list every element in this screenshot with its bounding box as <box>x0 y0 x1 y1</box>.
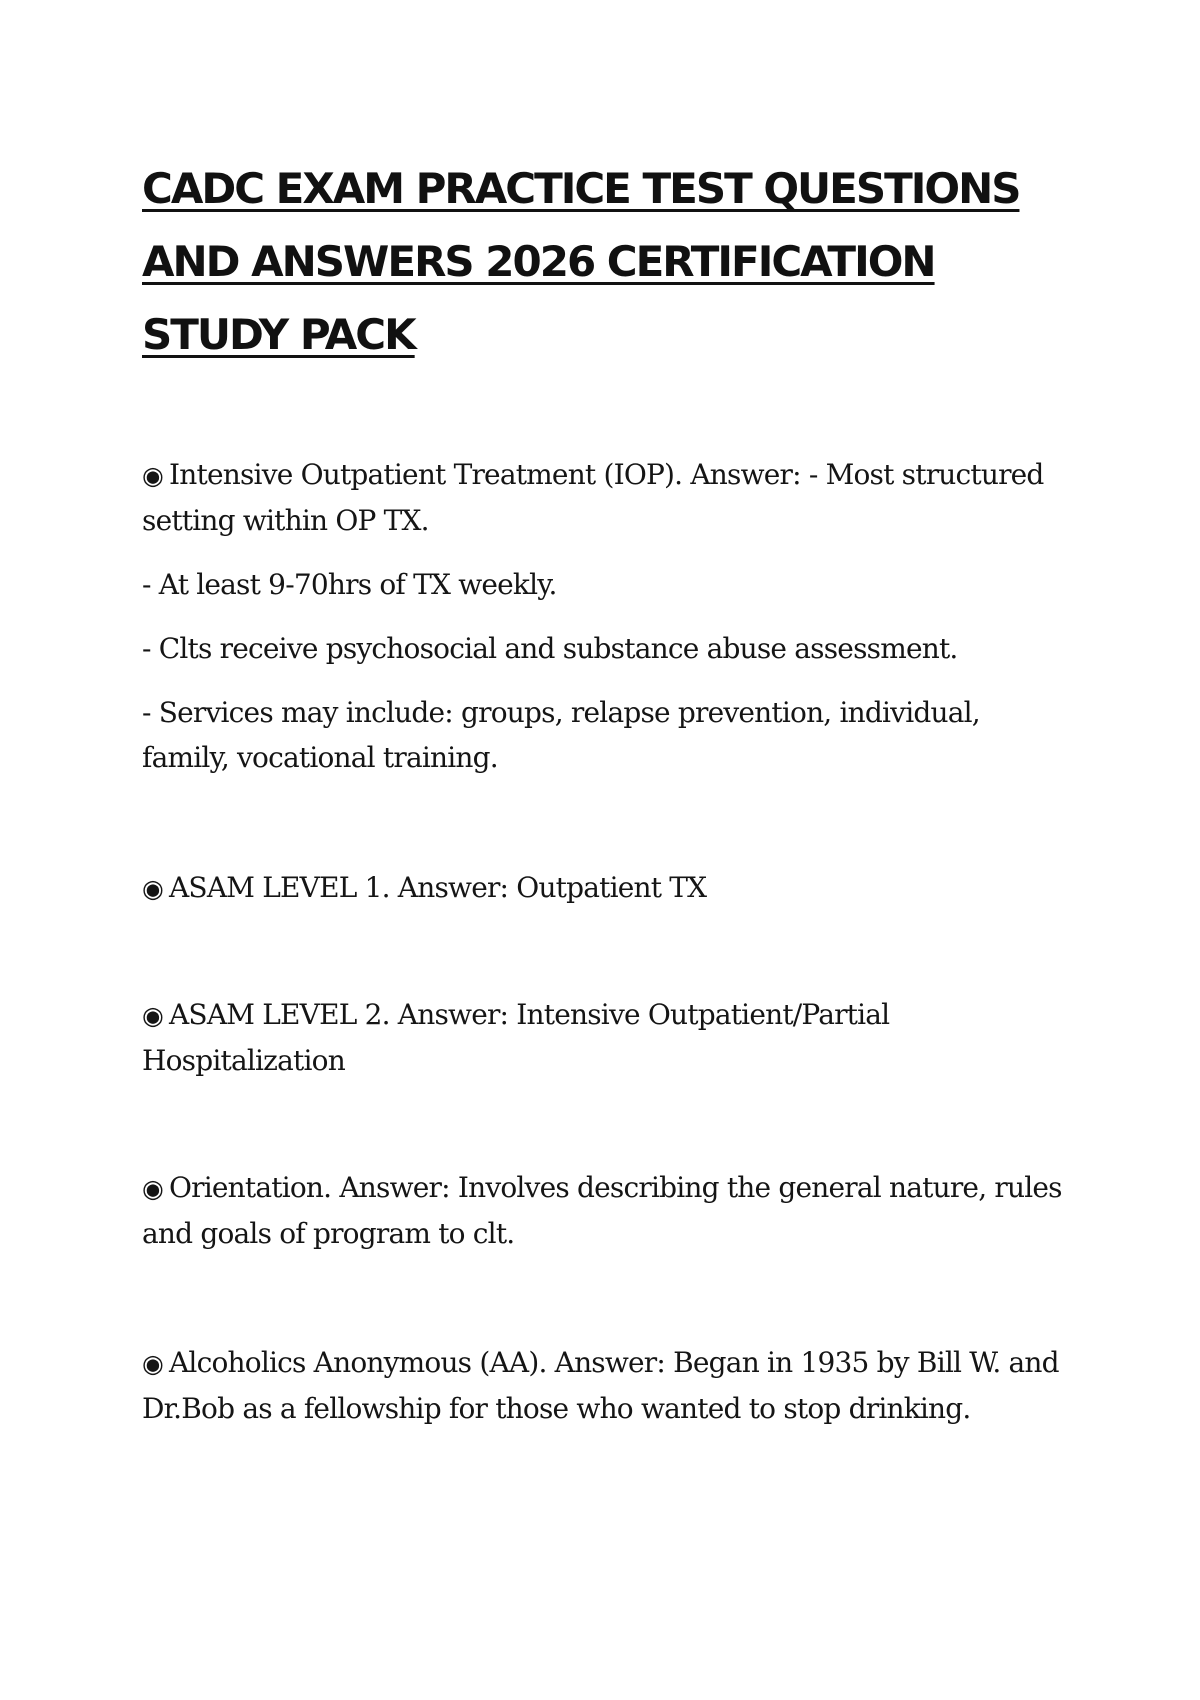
radio-bullet-icon: ◉ <box>142 461 164 490</box>
qa-answer-line: - Clts receive psychosocial and substance abuse assessment. <box>142 632 958 665</box>
qa-question-line <box>142 452 1072 543</box>
qa-entry-orientation <box>142 1165 1072 1275</box>
qa-question-line <box>142 865 1072 911</box>
qa-entry-asam-level-2 <box>142 992 1072 1102</box>
qa-answer-line: - Services may include: groups, relapse prevention, individual, family, vocational training. <box>142 696 980 774</box>
radio-bullet-icon: ◉ <box>142 1174 164 1203</box>
qa-entry-asam-level-1 <box>142 865 1072 930</box>
qa-text: Intensive Outpatient Treatment (IOP). Answer: - Most structured setting within OP TX. <box>142 458 1044 537</box>
qa-question-line <box>142 992 1072 1083</box>
qa-entry-alcoholics-anonymous <box>142 1340 1072 1450</box>
qa-text: Alcoholics Anonymous (AA). Answer: Began in 1935 by Bill W. and Dr.Bob as a fellowship for those who wanted to stop drinking. <box>142 1346 1059 1425</box>
qa-entry-iop <box>142 452 1072 799</box>
radio-bullet-icon: ◉ <box>142 874 164 903</box>
qa-question-line <box>142 1340 1072 1431</box>
qa-answer-line: - At least 9-70hrs of TX weekly. <box>142 568 557 601</box>
qa-text: ASAM LEVEL 1. Answer: Outpatient TX <box>169 871 707 904</box>
qa-question-line <box>142 1165 1072 1256</box>
qa-text: Orientation. Answer: Involves describing the general nature, rules and goals of program to clt. <box>142 1171 1062 1250</box>
radio-bullet-icon: ◉ <box>142 1349 164 1378</box>
radio-bullet-icon: ◉ <box>142 1001 164 1030</box>
document-title: CADC EXAM PRACTICE TEST QUESTIONS AND ANSWERS 2026 CERTIFICATION STUDY PACK <box>142 164 1020 359</box>
qa-text: ASAM LEVEL 2. Answer: Intensive Outpatient/Partial Hospitalization <box>142 998 890 1077</box>
